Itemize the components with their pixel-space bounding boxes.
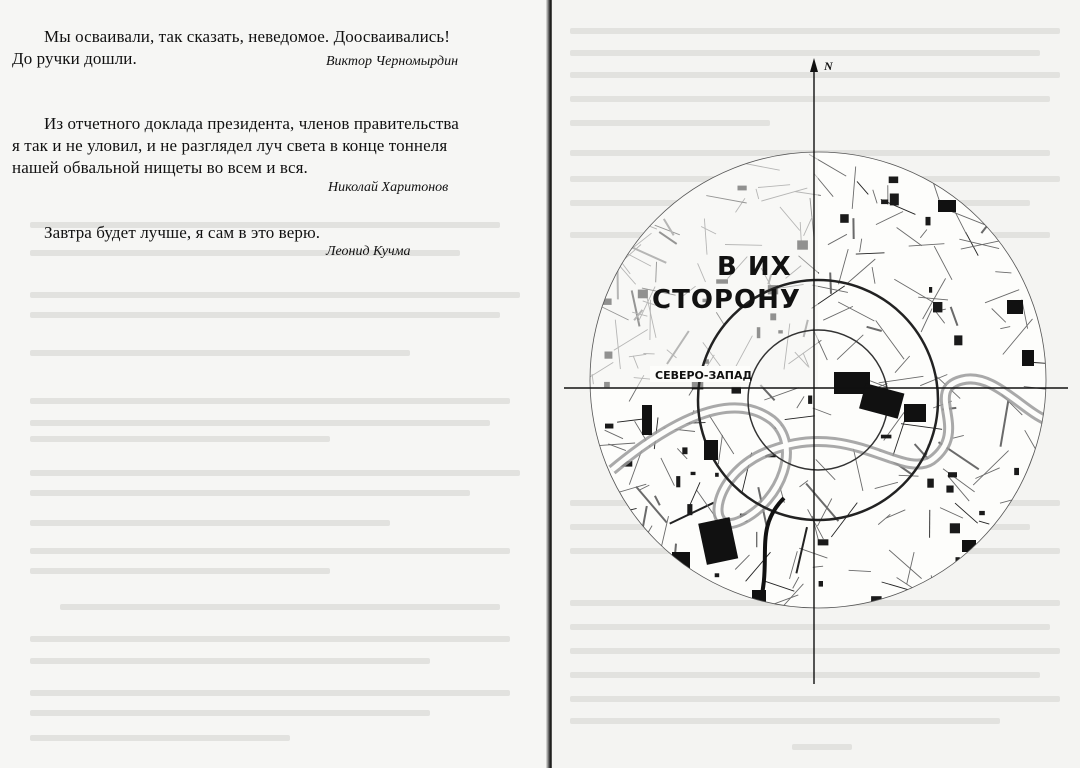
north-label: N (824, 59, 833, 73)
building-block (926, 217, 931, 226)
street (965, 557, 983, 579)
street (602, 532, 625, 566)
street (624, 151, 668, 175)
building-block (643, 583, 654, 591)
street (1037, 580, 1038, 614)
building-block (605, 494, 617, 501)
building-block (930, 171, 937, 179)
building-block (687, 504, 692, 515)
quote-2-line-1: Из отчетного доклада президента, членов правительства (44, 114, 459, 133)
building-block (881, 435, 892, 439)
street (630, 225, 631, 245)
building-block (667, 175, 674, 182)
street (997, 198, 1003, 216)
building-block (676, 476, 680, 487)
street (1008, 517, 1027, 521)
street (677, 159, 710, 178)
street (719, 600, 748, 619)
quote-2-author: Николай Харитонов (328, 180, 449, 195)
north-arrow-icon (810, 58, 818, 72)
street (1024, 222, 1028, 239)
street (626, 200, 636, 207)
street (1013, 596, 1019, 613)
building-block (715, 573, 720, 577)
quote-3-line-1: Завтра будет лучше, я сам в это верю. (44, 223, 321, 242)
building-block (881, 200, 888, 205)
quote-1-line-2: До ручки дошли. (12, 49, 137, 68)
building-block (605, 424, 613, 429)
building-block (1027, 164, 1032, 173)
quote-1-author: Виктор Черномырдин (326, 54, 459, 69)
street (623, 184, 633, 189)
street (578, 166, 609, 168)
street (1013, 164, 1039, 182)
street (586, 600, 594, 618)
building-block (808, 396, 812, 404)
street (943, 178, 962, 180)
street (629, 182, 648, 194)
building-block (950, 523, 960, 533)
sector-label: СЕВЕРО-ЗАПАД (655, 369, 753, 382)
building-block (682, 447, 687, 454)
street (991, 586, 1008, 631)
street (981, 204, 1004, 233)
street (830, 273, 831, 294)
building-block (818, 539, 829, 545)
street (910, 604, 911, 615)
street (639, 157, 674, 178)
street (661, 548, 666, 573)
building-block (666, 566, 670, 573)
building-block (929, 287, 932, 293)
building-block (954, 335, 962, 345)
street (620, 554, 627, 579)
building-block (948, 472, 957, 477)
building-block (956, 557, 960, 564)
quote-2-line-3: нашей обвальной нищеты во всем и вся. (12, 158, 308, 177)
street (970, 589, 979, 618)
building-block (979, 511, 985, 515)
street (624, 160, 629, 203)
quote-2-line-2: я так и не уловил, и не разглядел луч света в конце тоннеля (12, 136, 448, 155)
building-block (624, 161, 628, 165)
building-block (933, 302, 942, 312)
building-block (691, 472, 696, 475)
moscow-map-figure (552, 0, 1080, 768)
building-block (819, 581, 823, 587)
street (623, 179, 640, 190)
building-block (715, 473, 719, 477)
building-block (890, 194, 899, 206)
street (596, 498, 602, 537)
street (599, 574, 639, 591)
street (941, 604, 961, 618)
street (713, 151, 728, 159)
building-block (946, 486, 953, 493)
street (941, 573, 982, 584)
street (1031, 232, 1041, 236)
street (628, 550, 648, 559)
building-block (927, 479, 934, 488)
street (999, 523, 1015, 536)
street (628, 576, 661, 607)
building-block (1010, 553, 1019, 564)
building-block (1014, 468, 1019, 475)
street (648, 571, 649, 612)
street (974, 164, 1021, 169)
building-block (1001, 182, 1010, 188)
building-block (840, 214, 849, 223)
street (1006, 591, 1044, 602)
quote-1-line-1: Мы осваивали, так сказать, неведомое. Доосваивались! (44, 27, 451, 46)
building-block (610, 243, 618, 248)
map-title-line-1: В ИХ (717, 252, 792, 282)
street (1020, 151, 1032, 170)
street (931, 575, 938, 619)
building-block (889, 177, 899, 184)
street (1000, 518, 1028, 524)
building-block (1014, 532, 1018, 537)
street (632, 564, 647, 590)
map-title-line-2: СТОРОНУ (652, 285, 801, 315)
street (600, 512, 609, 549)
street (584, 180, 613, 184)
street (638, 552, 656, 568)
building-block (619, 245, 630, 248)
street (1028, 561, 1041, 572)
street (1019, 188, 1030, 195)
quote-3-author: Леонид Кучма (326, 244, 411, 259)
street (894, 160, 905, 164)
street (1041, 251, 1049, 277)
street (939, 571, 946, 620)
street (621, 156, 652, 188)
